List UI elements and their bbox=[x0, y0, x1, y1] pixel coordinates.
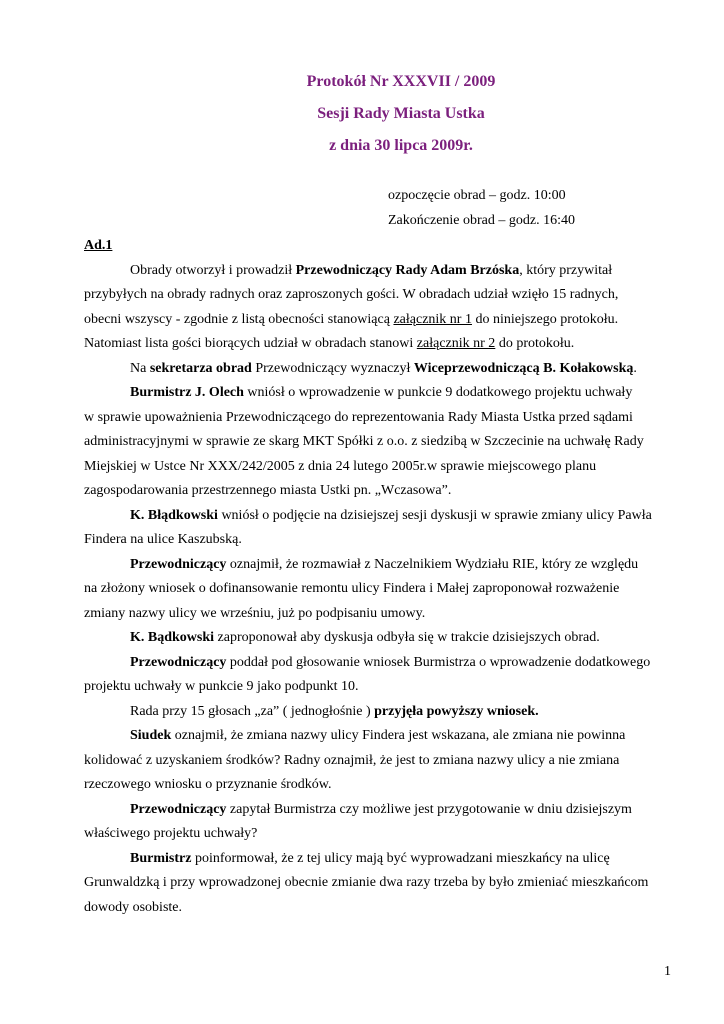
section-heading: Ad.1 bbox=[84, 238, 113, 253]
attachment-reference: załącznik nr 1 bbox=[393, 311, 472, 327]
text-line bbox=[84, 626, 662, 651]
text-segment: na złożony wniosek o dofinansowanie remontu ulicy Findera i Małej zaproponował rozważenie bbox=[84, 581, 620, 596]
text-segment: właściwego projektu uchwały? bbox=[84, 826, 258, 841]
text-segment: Findera na ulice Kaszubską. bbox=[84, 532, 242, 547]
text-segment: rzeczowego wniosku o przyznanie środków. bbox=[84, 777, 332, 792]
text-line bbox=[84, 700, 662, 725]
text-segment: poddał pod głosowanie wniosek Burmistrza o wprowadzenie dodatkowego bbox=[226, 654, 651, 670]
bold-text: Przewodniczący Rady Adam Brzóska bbox=[295, 262, 520, 278]
bold-text: K. Błądkowski bbox=[130, 507, 218, 523]
title-line-session: Sesji Rady Miasta Ustka bbox=[317, 105, 485, 122]
bold-text: Przewodniczący bbox=[130, 801, 227, 817]
text-line bbox=[84, 577, 662, 602]
text-line bbox=[84, 504, 662, 529]
text-line bbox=[84, 553, 662, 578]
text-line bbox=[84, 602, 662, 627]
document-title bbox=[0, 66, 724, 162]
text-segment: obecni wszyscy - zgodnie z listą obecności stanowiącą bbox=[84, 311, 394, 327]
text-segment: Natomiast lista gości biorących udział w obradach stanowi bbox=[84, 336, 417, 351]
bold-text: Siudek bbox=[130, 728, 172, 743]
text-line bbox=[84, 651, 662, 676]
text-line bbox=[84, 430, 662, 455]
text-line bbox=[84, 724, 662, 749]
text-line bbox=[84, 381, 662, 406]
text-segment: wniósł o wprowadzenie w punkcie 9 dodatkowego projektu uchwały bbox=[243, 385, 633, 400]
attachment-reference: załącznik nr 2 bbox=[416, 336, 496, 351]
text-segment: . bbox=[633, 360, 637, 376]
bold-text: przyjęła powyższy wniosek. bbox=[374, 703, 539, 719]
session-times bbox=[388, 184, 575, 233]
text-segment: oznajmił, że zmiana nazwy ulicy Findera jest wskazana, ale zmiana nie powinna bbox=[171, 728, 626, 743]
title-line-protocol-number: Protokół Nr XXXVII / 2009 bbox=[306, 73, 496, 90]
text-line bbox=[84, 455, 662, 480]
bold-text: sekretarza obrad bbox=[149, 360, 252, 376]
text-segment: przybyłych na obrady radnych oraz zaproszonych gości. W obradach udział wzięło 15 radnych, bbox=[84, 287, 619, 302]
text-line bbox=[84, 798, 662, 823]
text-segment: zapytał Burmistrza czy możliwe jest przygotowanie w dniu dzisiejszym bbox=[226, 801, 632, 817]
end-time: Zakończenie obrad – godz. 16:40 bbox=[388, 212, 575, 228]
bold-text: K. Bądkowski bbox=[130, 630, 215, 645]
text-segment: Grunwaldzką i przy wprowadzonej obecnie zmianie dwa razy trzeba by było zmieniać mieszkańcom bbox=[84, 875, 649, 890]
text-line bbox=[84, 749, 662, 774]
text-line bbox=[84, 479, 662, 504]
bold-text: Przewodniczący bbox=[130, 556, 227, 572]
text-segment: w sprawie upoważnienia Przewodniczącego do reprezentowania Rady Miasta Ustka przed sądami bbox=[84, 409, 633, 425]
text-segment: do niniejszego protokołu. bbox=[471, 311, 619, 327]
text-line bbox=[84, 896, 662, 921]
text-segment: kolidować z uzyskaniem środków? Radny oznajmił, że jest to zmiana nazwy ulicy a nie zmiana bbox=[84, 752, 620, 768]
text-segment: zaproponował aby dyskusja odbyła się w trakcie dzisiejszych obrad. bbox=[214, 630, 600, 645]
bold-text: Wiceprzewodniczącą B. Kołakowską bbox=[413, 360, 634, 376]
text-segment: administracyjnymi w sprawie ze skarg MKT Spółki z o.o. z siedzibą w Szczecinie na uchwałę Rady bbox=[84, 434, 644, 449]
bold-text: Przewodniczący bbox=[130, 654, 227, 670]
text-segment: zagospodarowania przestrzennego miasta Ustki pn. „Wczasowa”. bbox=[84, 483, 452, 498]
text-segment: poinformował, że z tej ulicy mają być wyprowadzani mieszkańcy na ulicę bbox=[191, 850, 610, 866]
text-segment: projektu uchwały w punkcie 9 jako podpunkt 10. bbox=[84, 679, 359, 694]
text-line bbox=[84, 332, 662, 357]
bold-text: Burmistrz J. Olech bbox=[130, 385, 244, 400]
text-segment: do protokołu. bbox=[495, 336, 575, 351]
start-time: ozpoczęcie obrad – godz. 10:00 bbox=[388, 188, 566, 203]
body-paragraphs bbox=[84, 259, 662, 921]
text-segment: dowody osobiste. bbox=[84, 899, 182, 915]
text-segment: Przewodniczący wyznaczył bbox=[251, 360, 414, 376]
text-segment: zmiany nazwy ulicy we wrześniu, już po podpisaniu umowy. bbox=[84, 605, 426, 621]
text-line bbox=[84, 822, 662, 847]
page-number: 1 bbox=[664, 964, 671, 979]
text-line bbox=[84, 308, 662, 333]
document-body bbox=[84, 234, 662, 920]
text-line bbox=[84, 773, 662, 798]
text-line bbox=[84, 259, 662, 284]
text-segment: wniósł o podjęcie na dzisiejszej sesji dyskusji w sprawie zmiany ulicy Pawła bbox=[217, 507, 652, 523]
bold-text: Burmistrz bbox=[130, 850, 192, 866]
text-segment: Obrady otworzył i prowadził bbox=[130, 262, 296, 278]
text-line bbox=[84, 847, 662, 872]
text-segment: Rada przy 15 głosach „za” ( jednogłośnie ) bbox=[130, 703, 375, 719]
text-segment: Na bbox=[130, 360, 150, 376]
text-line bbox=[84, 357, 662, 382]
text-line bbox=[84, 283, 662, 308]
text-line bbox=[84, 406, 662, 431]
text-segment: oznajmił, że rozmawiał z Naczelnikiem Wydziału RIE, który ze względu bbox=[226, 556, 639, 572]
text-segment: , który przywitał bbox=[519, 262, 613, 278]
text-line bbox=[84, 871, 662, 896]
text-segment: Miejskiej w Ustce Nr XXX/242/2005 z dnia 24 lutego 2005r.w sprawie miejscowego planu bbox=[84, 458, 597, 474]
title-line-date: z dnia 30 lipca 2009r. bbox=[329, 137, 473, 154]
text-line bbox=[84, 675, 662, 700]
text-line bbox=[84, 528, 662, 553]
